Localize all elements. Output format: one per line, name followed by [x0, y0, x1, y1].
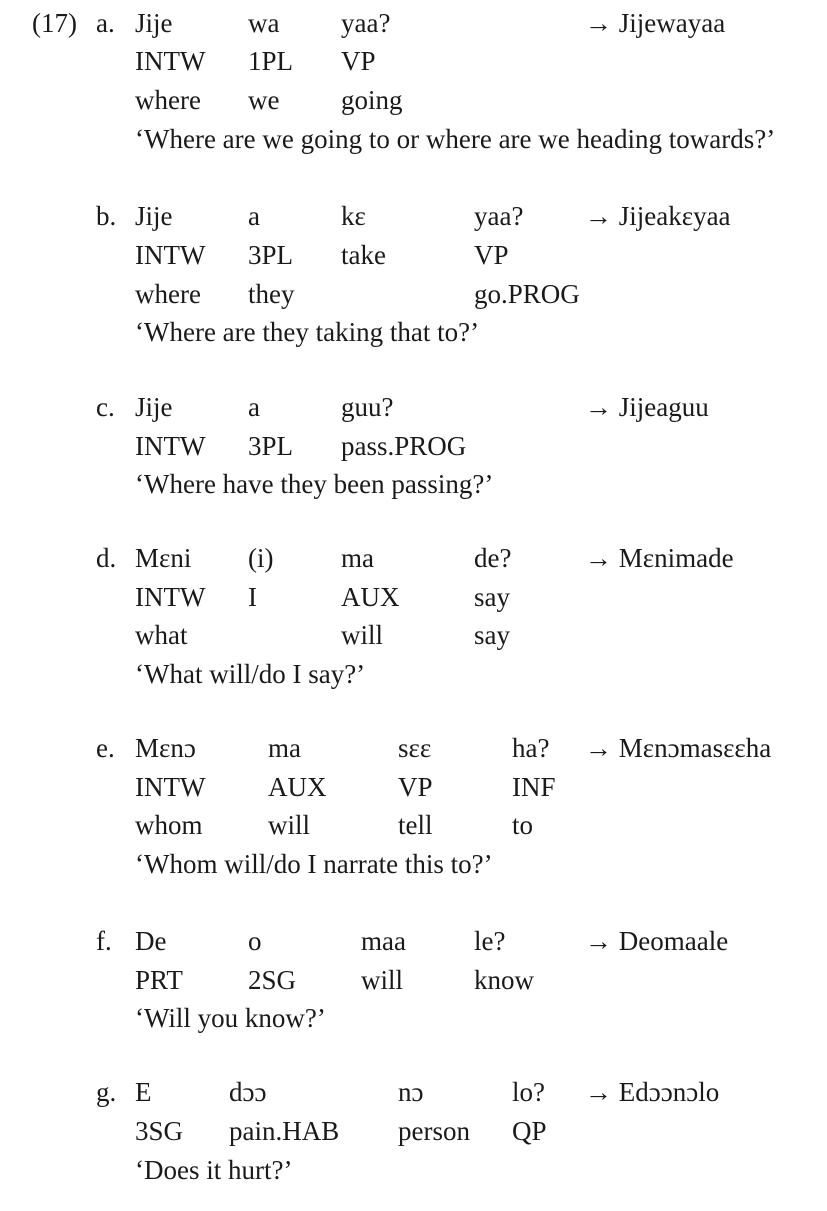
item-d-tag-3: AUX [341, 582, 400, 612]
item-d-result: → Mɛnimade [585, 543, 734, 573]
item-g-translation: ‘Does it hurt?’ [135, 1155, 293, 1185]
item-f-letter: f. [96, 926, 112, 956]
item-b-tag-3: take [341, 240, 386, 270]
item-b-tag-4: VP [474, 240, 509, 270]
item-c-letter: c. [96, 392, 115, 422]
item-b-tag-1: INTW [135, 240, 206, 270]
item-b-translation: ‘Where are they taking that to?’ [135, 317, 480, 347]
item-e-tag-1: INTW [135, 772, 206, 802]
item-c-word-2: a [248, 392, 260, 422]
item-b-gloss-3: go.PROG [474, 279, 580, 309]
item-e-word-3: sɛɛ [398, 733, 432, 763]
item-c-tag-1: INTW [135, 431, 206, 461]
item-e-gloss-4: to [512, 810, 534, 840]
item-f-tag-4: know [474, 965, 534, 995]
item-f-word-1: De [135, 926, 167, 956]
item-b-gloss-2: they [248, 279, 295, 309]
item-a-translation: ‘Where are we going to or where are we heading towards?’ [135, 124, 776, 154]
item-d-word-2: (i) [248, 543, 274, 573]
item-c-word-3: guu? [341, 392, 394, 422]
item-g-result: → Edɔɔnɔlo [585, 1077, 720, 1107]
item-b-result: → Jijeakɛyaa [585, 201, 731, 231]
item-b-gloss-1: where [135, 279, 201, 309]
item-a-word-2: wa [248, 8, 280, 38]
item-e-letter: e. [96, 733, 115, 763]
item-e-tag-4: INF [512, 772, 556, 802]
item-f-result: → Deomaale [585, 926, 729, 956]
item-a-result: → Jijewayaa [585, 8, 726, 38]
item-f-word-2: o [248, 926, 262, 956]
item-g-tag-3: person [398, 1116, 470, 1146]
item-f-tag-2: 2SG [248, 965, 297, 995]
item-d-tag-2: I [248, 582, 257, 612]
item-g-word-1: E [135, 1077, 152, 1107]
item-a-letter: a. [96, 8, 115, 38]
item-e-result: → Mɛnɔmasɛɛha [585, 733, 772, 763]
item-e-tag-2: AUX [268, 772, 327, 802]
item-b-tag-2: 3PL [248, 240, 294, 270]
item-d-letter: d. [96, 543, 117, 573]
item-e-word-2: ma [268, 733, 301, 763]
item-f-tag-3: will [361, 965, 404, 995]
item-a-gloss-3: going [341, 85, 403, 115]
item-b-word-2: a [248, 201, 260, 231]
item-a-gloss-1: where [135, 85, 201, 115]
item-e-word-4: ha? [512, 733, 550, 763]
item-e-tag-3: VP [398, 772, 433, 802]
item-a-tag-3: VP [341, 46, 376, 76]
item-c-tag-3: pass.PROG [341, 431, 467, 461]
item-a-tag-1: INTW [135, 46, 206, 76]
item-d-translation: ‘What will/do I say?’ [135, 659, 366, 689]
item-a-word-1: Jije [135, 8, 173, 38]
item-a-tag-2: 1PL [248, 46, 294, 76]
item-d-tag-1: INTW [135, 582, 206, 612]
item-b-letter: b. [96, 201, 117, 231]
item-e-gloss-3: tell [398, 810, 433, 840]
item-f-word-3: maa [361, 926, 406, 956]
item-g-word-4: lo? [512, 1077, 545, 1107]
item-g-tag-4: QP [512, 1116, 547, 1146]
example-number: (17) [32, 8, 77, 38]
item-c-word-1: Jije [135, 392, 173, 422]
item-d-word-3: ma [341, 543, 374, 573]
item-d-gloss-2: will [341, 620, 384, 650]
item-c-result: → Jijeaguu [585, 392, 709, 422]
item-f-word-4: le? [474, 926, 506, 956]
item-d-word-4: de? [474, 543, 512, 573]
item-d-gloss-3: say [474, 620, 510, 650]
item-e-gloss-1: whom [135, 810, 203, 840]
item-g-word-2: dɔɔ [229, 1077, 267, 1107]
item-a-gloss-2: we [248, 85, 280, 115]
item-f-translation: ‘Will you know?’ [135, 1003, 326, 1033]
item-g-letter: g. [96, 1077, 117, 1107]
item-e-gloss-2: will [268, 810, 311, 840]
item-g-tag-1: 3SG [135, 1116, 184, 1146]
item-c-translation: ‘Where have they been passing?’ [135, 469, 494, 499]
item-d-tag-4: say [474, 582, 510, 612]
item-d-word-1: Mɛni [135, 543, 192, 573]
item-d-gloss-1: what [135, 620, 188, 650]
item-e-word-1: Mɛnɔ [135, 733, 196, 763]
item-b-word-1: Jije [135, 201, 173, 231]
item-c-tag-2: 3PL [248, 431, 294, 461]
item-b-word-3: kɛ [341, 201, 366, 231]
item-b-word-4: yaa? [474, 201, 524, 231]
item-a-word-3: yaa? [341, 8, 391, 38]
item-g-word-3: nɔ [398, 1077, 424, 1107]
item-e-translation: ‘Whom will/do I narrate this to?’ [135, 849, 493, 879]
item-f-tag-1: PRT [135, 965, 183, 995]
item-g-tag-2: pain.HAB [229, 1116, 340, 1146]
